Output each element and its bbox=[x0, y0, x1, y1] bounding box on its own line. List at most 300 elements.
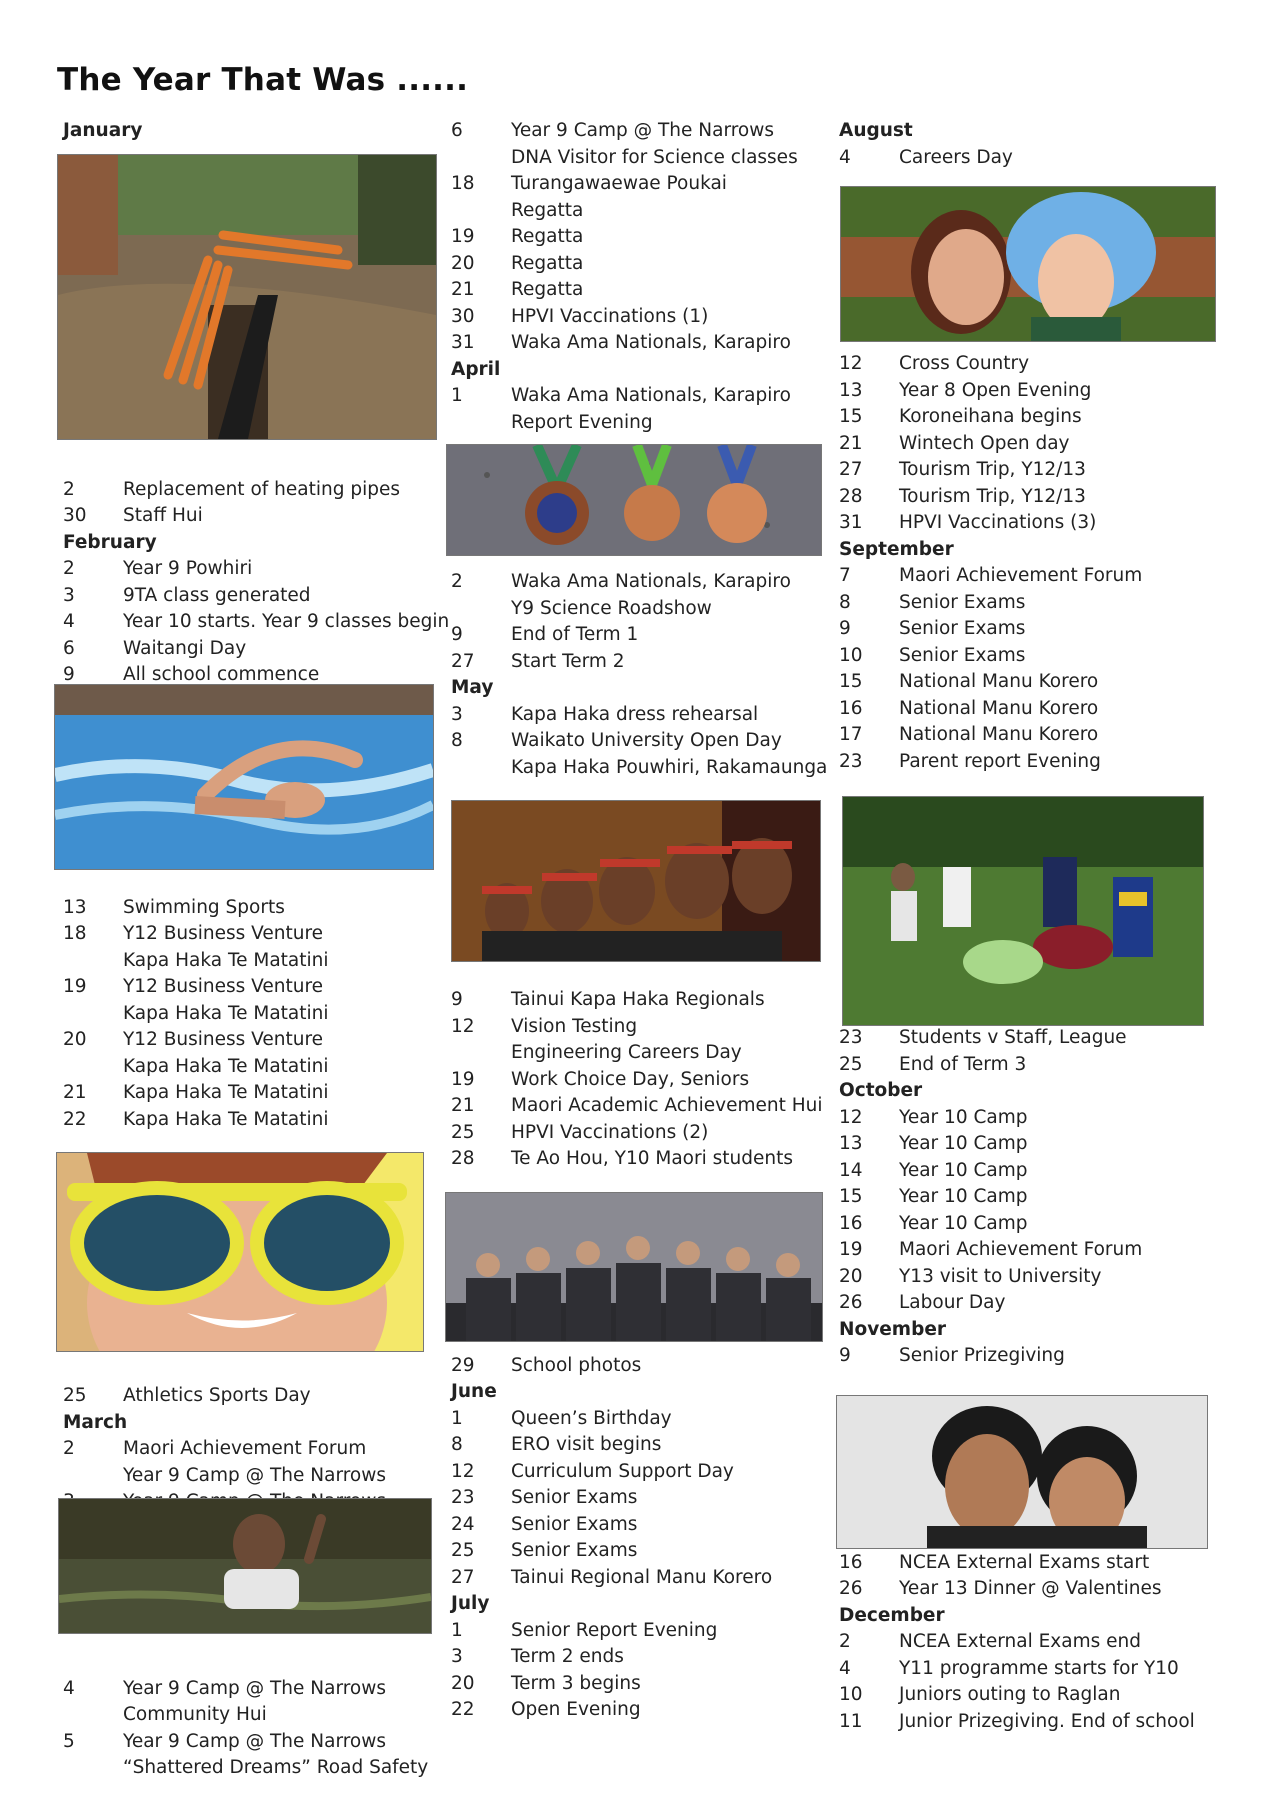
event-day: 4 bbox=[839, 1657, 851, 1679]
event-text: Waikato University Open Day bbox=[511, 730, 782, 751]
event-text: 9TA class generated bbox=[123, 584, 311, 606]
event-day: 29 bbox=[451, 1354, 475, 1376]
event-day: 25 bbox=[451, 1540, 475, 1561]
event-day: 24 bbox=[451, 1513, 475, 1535]
event-row bbox=[449, 330, 839, 357]
event-day: 3 bbox=[63, 584, 75, 606]
event-day: 2 bbox=[839, 1631, 851, 1652]
event-day: 19 bbox=[839, 1239, 863, 1260]
event-text: Y12 Business Venture bbox=[123, 923, 324, 944]
event-day: 2 bbox=[63, 558, 75, 579]
event-row bbox=[837, 145, 1227, 172]
event-row bbox=[449, 649, 839, 676]
event-day: 9 bbox=[839, 1345, 851, 1366]
event-row bbox=[449, 410, 839, 437]
month-label: August bbox=[839, 120, 913, 141]
event-row bbox=[449, 251, 839, 278]
event-text: Kapa Haka Te Matatini bbox=[123, 1055, 329, 1077]
event-text: NCEA External Exams end bbox=[899, 1631, 1141, 1652]
event-row bbox=[61, 1436, 451, 1463]
event-row bbox=[61, 1001, 451, 1028]
event-row bbox=[449, 1644, 839, 1671]
event-day: 2 bbox=[63, 478, 75, 500]
event-text: Year 10 Camp bbox=[899, 1159, 1028, 1181]
event-day: 25 bbox=[63, 1385, 87, 1406]
event-row bbox=[837, 1131, 1227, 1158]
event-row bbox=[449, 1120, 839, 1147]
event-text: Senior Exams bbox=[511, 1513, 638, 1535]
event-text: Tainui Kapa Haka Regionals bbox=[511, 989, 765, 1010]
event-row bbox=[61, 974, 451, 1001]
event-text: Koroneihana begins bbox=[899, 406, 1082, 427]
event-text: Regatta bbox=[511, 226, 584, 247]
month-heading bbox=[837, 118, 1227, 145]
event-day: 25 bbox=[839, 1053, 863, 1075]
event-row bbox=[837, 404, 1227, 431]
event-day: 21 bbox=[451, 279, 475, 300]
event-day: 13 bbox=[839, 1133, 863, 1154]
event-text: Waitangi Day bbox=[123, 637, 247, 659]
event-text: Kapa Haka Te Matatini bbox=[123, 1082, 329, 1103]
event-day: 31 bbox=[839, 512, 863, 533]
month-label: September bbox=[839, 538, 954, 560]
event-row bbox=[449, 728, 839, 755]
photo-kapa-haka-performers bbox=[451, 800, 821, 962]
event-row bbox=[449, 277, 839, 304]
event-text: NCEA External Exams start bbox=[899, 1551, 1150, 1573]
event-row bbox=[61, 1676, 451, 1703]
event-day: 22 bbox=[63, 1108, 87, 1130]
event-day: 31 bbox=[451, 332, 475, 353]
event-text: Regatta bbox=[511, 252, 584, 274]
event-day: 8 bbox=[451, 730, 463, 751]
event-row bbox=[61, 1729, 451, 1756]
event-day: 6 bbox=[63, 637, 75, 659]
event-row bbox=[61, 1755, 451, 1782]
event-text: Start Term 2 bbox=[511, 650, 625, 672]
event-row bbox=[837, 1211, 1227, 1238]
event-day: 20 bbox=[451, 252, 475, 274]
event-day: 26 bbox=[839, 1578, 863, 1599]
event-row bbox=[61, 1702, 451, 1729]
event-day: 27 bbox=[451, 1566, 475, 1588]
event-day: 10 bbox=[839, 1684, 863, 1705]
event-day: 19 bbox=[451, 226, 475, 247]
event-text: Report Evening bbox=[511, 411, 653, 433]
event-row bbox=[837, 457, 1227, 484]
event-row bbox=[837, 510, 1227, 537]
event-text: Wintech Open day bbox=[899, 432, 1070, 454]
event-text: Regatta bbox=[511, 199, 584, 221]
event-day: 3 bbox=[451, 1646, 463, 1667]
event-day: 21 bbox=[839, 432, 863, 454]
event-text: National Manu Korero bbox=[899, 724, 1099, 745]
event-day: 22 bbox=[451, 1699, 475, 1720]
event-day: 8 bbox=[839, 591, 851, 613]
event-day: 30 bbox=[451, 305, 475, 327]
event-text: Senior Exams bbox=[511, 1487, 638, 1508]
month-heading bbox=[449, 1379, 839, 1406]
event-row bbox=[837, 1237, 1227, 1264]
event-day: 25 bbox=[451, 1121, 475, 1143]
event-day: 20 bbox=[839, 1265, 863, 1287]
event-row bbox=[837, 1264, 1227, 1291]
event-day: 14 bbox=[839, 1159, 863, 1181]
event-row bbox=[837, 484, 1227, 511]
event-text: Year 9 Camp @ The Narrows bbox=[511, 120, 775, 141]
event-row bbox=[837, 1576, 1227, 1603]
event-row bbox=[61, 895, 451, 922]
month-heading bbox=[449, 675, 839, 702]
event-row bbox=[61, 503, 451, 530]
event-row bbox=[837, 1025, 1227, 1052]
event-day: 6 bbox=[451, 120, 463, 141]
event-text: Senior Exams bbox=[899, 618, 1026, 639]
event-day: 23 bbox=[839, 750, 863, 772]
event-text: Y11 programme starts for Y10 bbox=[899, 1657, 1179, 1679]
month-heading bbox=[61, 530, 451, 557]
event-row bbox=[61, 1383, 451, 1410]
month-heading bbox=[837, 537, 1227, 564]
event-day: 23 bbox=[839, 1027, 863, 1048]
photo-student-sunglasses bbox=[56, 1152, 424, 1352]
event-row bbox=[449, 1406, 839, 1433]
event-row bbox=[837, 1550, 1227, 1577]
event-text: Junior Prizegiving. End of school bbox=[899, 1710, 1195, 1732]
event-row bbox=[61, 921, 451, 948]
event-day: 1 bbox=[451, 1407, 463, 1429]
event-day: 12 bbox=[839, 353, 863, 374]
event-day: 21 bbox=[63, 1082, 87, 1103]
event-text: Tourism Trip, Y12/13 bbox=[899, 485, 1086, 507]
event-row bbox=[449, 1697, 839, 1724]
event-row bbox=[449, 224, 839, 251]
month-label: March bbox=[63, 1411, 128, 1433]
event-row bbox=[837, 563, 1227, 590]
month-label: February bbox=[63, 531, 157, 553]
event-day: 28 bbox=[839, 485, 863, 507]
event-text: End of Term 3 bbox=[899, 1053, 1027, 1075]
photo-two-students-posing bbox=[836, 1395, 1208, 1549]
event-row bbox=[449, 198, 839, 225]
event-text: Year 10 Camp bbox=[899, 1106, 1028, 1128]
event-row bbox=[837, 1682, 1227, 1709]
event-text: Turangawaewae Poukai bbox=[511, 173, 727, 194]
event-day: 20 bbox=[451, 1672, 475, 1694]
event-text: “Shattered Dreams” Road Safety bbox=[123, 1757, 429, 1778]
event-row bbox=[837, 590, 1227, 617]
event-row bbox=[61, 1080, 451, 1107]
event-text: Year 10 Camp bbox=[899, 1212, 1028, 1234]
photo-school-group bbox=[445, 1192, 823, 1342]
event-text: HPVI Vaccinations (1) bbox=[511, 305, 709, 327]
event-text: Regatta bbox=[511, 279, 584, 300]
month-label: December bbox=[839, 1604, 945, 1626]
event-day: 20 bbox=[63, 1029, 87, 1050]
month-heading bbox=[61, 118, 451, 145]
event-text: Kapa Haka Te Matatini bbox=[123, 1002, 329, 1024]
event-row bbox=[449, 1432, 839, 1459]
event-text: Tourism Trip, Y12/13 bbox=[899, 459, 1086, 480]
event-text: Senior Exams bbox=[511, 1540, 638, 1561]
event-day: 12 bbox=[839, 1106, 863, 1128]
event-row bbox=[449, 1353, 839, 1380]
event-text: National Manu Korero bbox=[899, 671, 1099, 692]
event-text: Careers Day bbox=[899, 146, 1013, 168]
event-row bbox=[61, 1107, 451, 1134]
event-row bbox=[449, 171, 839, 198]
event-row bbox=[449, 702, 839, 729]
event-day: 12 bbox=[451, 1460, 475, 1482]
event-text: Year 8 Open Evening bbox=[899, 379, 1092, 401]
event-text: Queen’s Birthday bbox=[511, 1407, 672, 1429]
event-row bbox=[449, 1671, 839, 1698]
event-text: Waka Ama Nationals, Karapiro bbox=[511, 385, 791, 406]
event-text: Cross Country bbox=[899, 353, 1030, 374]
page-title: The Year That Was ...... bbox=[57, 62, 469, 98]
photo-swimmer bbox=[54, 684, 434, 870]
event-day: 30 bbox=[63, 505, 87, 526]
event-text: Te Ao Hou, Y10 Maori students bbox=[511, 1148, 793, 1169]
event-text: Term 2 ends bbox=[511, 1646, 624, 1667]
event-row bbox=[449, 383, 839, 410]
event-text: HPVI Vaccinations (2) bbox=[511, 1121, 709, 1143]
event-day: 27 bbox=[451, 650, 475, 672]
event-day: 15 bbox=[839, 1186, 863, 1207]
event-text: Year 13 Dinner @ Valentines bbox=[899, 1578, 1162, 1599]
event-text: Senior Report Evening bbox=[511, 1619, 718, 1641]
event-row bbox=[61, 1027, 451, 1054]
event-text: Year 9 Camp @ The Narrows bbox=[123, 1677, 387, 1699]
event-text: Labour Day bbox=[899, 1292, 1006, 1313]
event-text: Maori Achievement Forum bbox=[123, 1438, 367, 1459]
event-day: 18 bbox=[63, 923, 87, 944]
event-row bbox=[61, 1054, 451, 1081]
event-day: 18 bbox=[451, 173, 475, 194]
event-text: Parent report Evening bbox=[899, 750, 1101, 772]
event-text: Y12 Business Venture bbox=[123, 976, 324, 997]
event-text: Maori Achievement Forum bbox=[899, 565, 1143, 586]
event-text: Year 10 starts. Year 9 classes begin bbox=[123, 611, 450, 632]
event-row bbox=[837, 722, 1227, 749]
photo-trench-pipes bbox=[57, 154, 437, 440]
event-row bbox=[449, 1538, 839, 1565]
event-row bbox=[61, 583, 451, 610]
event-day: 13 bbox=[63, 896, 87, 918]
event-text: Community Hui bbox=[123, 1704, 267, 1725]
event-row bbox=[449, 987, 839, 1014]
event-day: 16 bbox=[839, 697, 863, 719]
event-text: Senior Prizegiving bbox=[899, 1345, 1065, 1366]
event-text: Term 3 begins bbox=[511, 1672, 641, 1694]
event-day: 27 bbox=[839, 459, 863, 480]
event-row bbox=[837, 431, 1227, 458]
month-label: May bbox=[451, 677, 494, 698]
event-text: ERO visit begins bbox=[511, 1434, 662, 1455]
event-row bbox=[449, 1459, 839, 1486]
event-day: 17 bbox=[839, 724, 863, 745]
event-row bbox=[449, 1146, 839, 1173]
event-text: Kapa Haka dress rehearsal bbox=[511, 703, 759, 725]
event-text: Year 9 Powhiri bbox=[123, 558, 253, 579]
event-text: Maori Achievement Forum bbox=[899, 1239, 1143, 1260]
event-row bbox=[837, 1158, 1227, 1185]
event-row bbox=[837, 351, 1227, 378]
event-text: Year 10 Camp bbox=[899, 1133, 1028, 1154]
event-day: 15 bbox=[839, 406, 863, 427]
month-label: June bbox=[451, 1381, 497, 1402]
event-day: 19 bbox=[451, 1068, 475, 1090]
event-row bbox=[61, 609, 451, 636]
month-label: July bbox=[451, 1593, 490, 1614]
event-day: 16 bbox=[839, 1212, 863, 1234]
event-day: 16 bbox=[839, 1551, 863, 1573]
event-text: Work Choice Day, Seniors bbox=[511, 1068, 750, 1090]
event-text: Athletics Sports Day bbox=[123, 1385, 311, 1406]
event-row bbox=[837, 1656, 1227, 1683]
photo-medals bbox=[446, 444, 822, 556]
photo-student-in-river bbox=[58, 1498, 432, 1634]
event-row bbox=[449, 1093, 839, 1120]
event-row bbox=[449, 1040, 839, 1067]
event-text: HPVI Vaccinations (3) bbox=[899, 512, 1097, 533]
event-text: Juniors outing to Raglan bbox=[899, 1684, 1121, 1705]
event-day: 28 bbox=[451, 1148, 475, 1169]
event-day: 1 bbox=[451, 1619, 463, 1641]
event-row bbox=[837, 616, 1227, 643]
event-day: 4 bbox=[63, 611, 75, 632]
event-row bbox=[837, 1052, 1227, 1079]
event-day: 9 bbox=[451, 624, 463, 645]
event-text: Vision Testing bbox=[511, 1015, 638, 1037]
month-label: January bbox=[63, 120, 143, 141]
event-text: Open Evening bbox=[511, 1699, 641, 1720]
event-row bbox=[449, 1067, 839, 1094]
event-day: 9 bbox=[839, 618, 851, 639]
event-day: 11 bbox=[839, 1710, 863, 1732]
event-row bbox=[449, 569, 839, 596]
event-text: Year 9 Camp @ The Narrows bbox=[123, 1464, 387, 1486]
event-row bbox=[837, 1629, 1227, 1656]
photo-league-game bbox=[842, 796, 1204, 1026]
event-day: 12 bbox=[451, 1015, 475, 1037]
event-row bbox=[449, 145, 839, 172]
event-day: 4 bbox=[63, 1677, 75, 1699]
event-row bbox=[61, 636, 451, 663]
event-row bbox=[61, 477, 451, 504]
event-row bbox=[837, 1709, 1227, 1736]
event-text: Replacement of heating pipes bbox=[123, 478, 400, 500]
event-row bbox=[837, 1184, 1227, 1211]
event-text: Senior Exams bbox=[899, 591, 1026, 613]
event-text: DNA Visitor for Science classes bbox=[511, 146, 798, 168]
event-day: 19 bbox=[63, 976, 87, 997]
month-label: April bbox=[451, 358, 501, 380]
event-row bbox=[449, 1565, 839, 1592]
month-heading bbox=[449, 357, 839, 384]
event-row bbox=[61, 948, 451, 975]
month-heading bbox=[837, 1317, 1227, 1344]
event-row bbox=[449, 304, 839, 331]
event-day: 21 bbox=[451, 1095, 475, 1116]
event-row bbox=[837, 378, 1227, 405]
event-row bbox=[837, 696, 1227, 723]
month-heading bbox=[61, 1410, 451, 1437]
event-row bbox=[449, 1512, 839, 1539]
event-row bbox=[449, 622, 839, 649]
event-text: Staff Hui bbox=[123, 505, 203, 526]
event-text: End of Term 1 bbox=[511, 624, 639, 645]
event-row bbox=[449, 118, 839, 145]
event-text: Year 9 Camp @ The Narrows bbox=[123, 1730, 387, 1752]
event-day: 9 bbox=[63, 664, 75, 685]
event-row bbox=[449, 755, 839, 782]
event-row bbox=[61, 556, 451, 583]
event-day: 23 bbox=[451, 1487, 475, 1508]
event-text: All school commence bbox=[123, 664, 320, 685]
event-day: 10 bbox=[839, 644, 863, 666]
event-row bbox=[61, 1463, 451, 1490]
event-day: 15 bbox=[839, 671, 863, 692]
event-row bbox=[449, 1485, 839, 1512]
event-row bbox=[837, 669, 1227, 696]
event-text: Waka Ama Nationals, Karapiro bbox=[511, 332, 791, 353]
event-text: Students v Staff, League bbox=[899, 1027, 1127, 1048]
event-text: Curriculum Support Day bbox=[511, 1460, 734, 1482]
event-text: National Manu Korero bbox=[899, 697, 1099, 719]
event-day: 3 bbox=[451, 703, 463, 725]
month-heading bbox=[837, 1603, 1227, 1630]
event-text: Maori Academic Achievement Hui bbox=[511, 1095, 823, 1116]
event-day: 7 bbox=[839, 565, 851, 586]
event-row bbox=[837, 749, 1227, 776]
event-row bbox=[449, 596, 839, 623]
event-row bbox=[449, 1014, 839, 1041]
event-text: Engineering Careers Day bbox=[511, 1042, 742, 1063]
event-text: Y9 Science Roadshow bbox=[511, 597, 712, 619]
event-day: 13 bbox=[839, 379, 863, 401]
event-text: Kapa Haka Pouwhiri, Rakamaunga bbox=[511, 756, 828, 778]
month-label: October bbox=[839, 1080, 923, 1101]
event-text: Y12 Business Venture bbox=[123, 1029, 324, 1050]
photo-two-girls-blue-hair bbox=[840, 186, 1216, 342]
event-day: 2 bbox=[63, 1438, 75, 1459]
event-text: Waka Ama Nationals, Karapiro bbox=[511, 571, 791, 592]
month-label: November bbox=[839, 1318, 946, 1340]
month-heading bbox=[449, 1591, 839, 1618]
event-text: Y13 visit to University bbox=[899, 1265, 1102, 1287]
event-text: Tainui Regional Manu Korero bbox=[511, 1566, 773, 1588]
event-day: 1 bbox=[451, 385, 463, 406]
event-day: 9 bbox=[451, 989, 463, 1010]
event-text: Year 10 Camp bbox=[899, 1186, 1028, 1207]
event-text: Swimming Sports bbox=[123, 896, 285, 918]
event-row bbox=[837, 1290, 1227, 1317]
event-text: Kapa Haka Te Matatini bbox=[123, 1108, 329, 1130]
event-text: Senior Exams bbox=[899, 644, 1026, 666]
event-day: 5 bbox=[63, 1730, 75, 1752]
event-day: 26 bbox=[839, 1292, 863, 1313]
event-row bbox=[837, 1105, 1227, 1132]
event-day: 2 bbox=[451, 571, 463, 592]
month-heading bbox=[837, 1078, 1227, 1105]
event-day: 8 bbox=[451, 1434, 463, 1455]
event-row bbox=[837, 1343, 1227, 1370]
event-text: Kapa Haka Te Matatini bbox=[123, 949, 329, 971]
event-row bbox=[449, 1618, 839, 1645]
event-text: School photos bbox=[511, 1354, 642, 1376]
event-day: 4 bbox=[839, 146, 851, 168]
